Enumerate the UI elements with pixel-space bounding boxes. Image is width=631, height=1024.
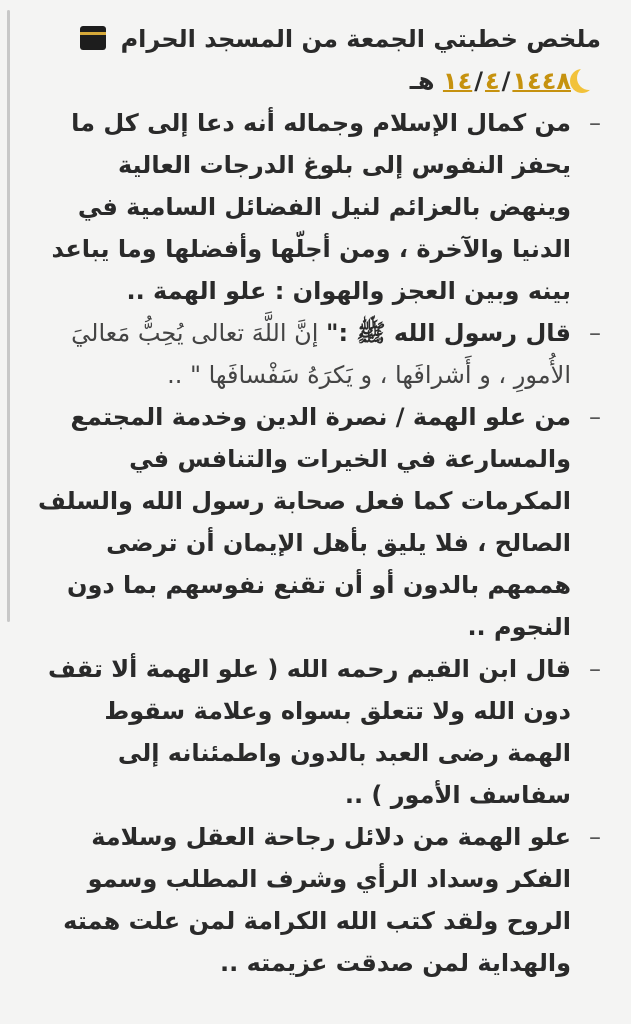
bullet-dash: – bbox=[589, 403, 601, 431]
list-item-text: علو الهمة من دلائل رجاحة العقل وسلامة الفكر وسداد الرأي وشرف المطلب وسمو الروح ولقد كتب الله الكرامة لمن علت همته والهداية لمن صدقت عزيمته .. bbox=[63, 823, 571, 977]
date-day-link[interactable]: ١٤ bbox=[442, 67, 473, 95]
crescent-moon-icon bbox=[577, 66, 601, 90]
summary-list bbox=[36, 102, 605, 984]
bullet-dash: – bbox=[589, 655, 601, 683]
list-item-text: من كمال الإسلام وجماله أنه دعا إلى كل ما يحفز النفوس إلى بلوغ الدرجات العالية وينهض بالعزائم لنيل الفضائل السامية في الدنيا والآخرة ، ومن أجلّها وأفضلها وما يباعد بينه وبين العجز والهوان : علو الهمة .. bbox=[51, 109, 571, 305]
kaaba-icon bbox=[80, 26, 106, 50]
date-year-link[interactable]: ١٤٤٨ bbox=[512, 67, 571, 95]
hijri-date-line bbox=[36, 60, 605, 102]
date-separator: / bbox=[501, 67, 511, 95]
list-item bbox=[36, 312, 605, 396]
hadith-quote: إنَّ اللَّهَ تعالى يُحِبُّ مَعاليَ الأُمورِ ، و أَشرافَها ، و يَكرَهُ سَفْسافَها " .. bbox=[71, 319, 571, 389]
bullet-dash: – bbox=[589, 319, 601, 347]
list-item bbox=[36, 816, 605, 984]
list-item-text: من علو الهمة / نصرة الدين وخدمة المجتمع والمسارعة في الخيرات والتنافس في المكرمات كما فعل صحابة رسول الله والسلف الصالح ، فلا يليق بأهل الإيمان أن ترضى هممهم بالدون أو أن تقنع نفوسهم بما دون النجوم .. bbox=[38, 403, 571, 641]
hijri-suffix: هـ bbox=[409, 67, 435, 95]
list-item bbox=[36, 648, 605, 816]
bullet-dash: – bbox=[589, 109, 601, 137]
date-month-link[interactable]: ٤ bbox=[484, 67, 500, 95]
post-content bbox=[36, 18, 605, 984]
date-separator: / bbox=[474, 67, 483, 95]
scroll-indicator bbox=[7, 10, 10, 622]
post-title-line bbox=[36, 18, 605, 60]
list-item bbox=[36, 396, 605, 648]
post-title: ملخص خطبتي الجمعة من المسجد الحرام bbox=[120, 25, 601, 53]
bullet-dash: – bbox=[589, 823, 601, 851]
hadith-lead: قال رسول الله ﷺ :" bbox=[326, 319, 571, 347]
list-item bbox=[36, 102, 605, 312]
list-item-text: قال ابن القيم رحمه الله ( علو الهمة ألا تقف دون الله ولا تتعلق بسواه وعلامة سقوط الهمة رضى العبد بالدون واطمئنانه إلى سفاسف الأمور ) .. bbox=[48, 655, 571, 809]
